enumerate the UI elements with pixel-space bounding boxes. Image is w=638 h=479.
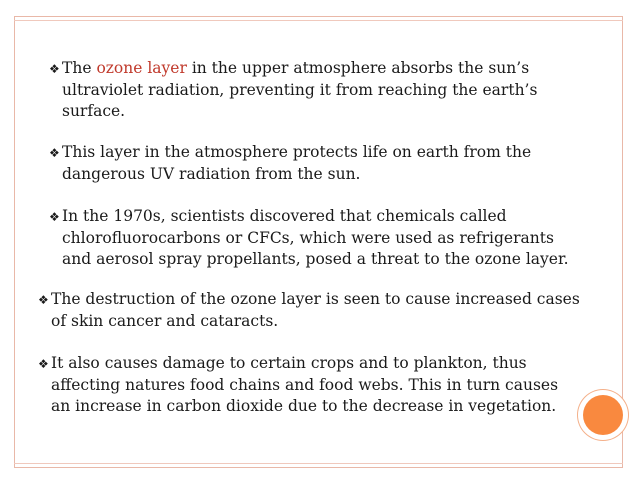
frame-top-divider [14,20,623,21]
paragraph-4-text: The destruction of the ozone layer is seen to cause increased cases [51,290,580,308]
paragraph-3-line-2: chlorofluorocarbons or CFCs, which were used as refrigerants [62,229,554,247]
bullet-paragraph-4 [38,289,580,332]
paragraph-3-line-1 [49,206,569,228]
bullet-paragraph-2 [49,142,531,185]
bullet-paragraph-3 [49,206,569,270]
ozone-layer-highlight: ozone layer [96,59,187,77]
paragraph-3-line-3: and aerosol spray propellants, posed a threat to the ozone layer. [62,250,569,268]
paragraph-1-text-b: in the upper atmosphere absorbs the sun’s [186,59,530,77]
diamond-bullet-icon: ❖ [38,357,49,371]
diamond-bullet-icon: ❖ [49,146,60,160]
paragraph-2-line-2: dangerous UV radiation from the sun. [62,165,361,183]
diamond-bullet-icon: ❖ [49,210,60,224]
bullet-paragraph-1 [49,58,537,122]
paragraph-5-line-3: an increase in carbon dioxide due to the decrease in vegetation. [51,397,557,415]
paragraph-5-line-1 [38,353,558,375]
paragraph-1-line-3: surface. [62,102,126,120]
diamond-bullet-icon: ❖ [49,62,60,76]
paragraph-4-line-2: of skin cancer and cataracts. [51,312,279,330]
paragraph-2-text: This layer in the atmosphere protects life on earth from the [62,143,532,161]
paragraph-1-line-1 [49,58,537,80]
paragraph-4-line-1 [38,289,580,311]
paragraph-5-text: It also causes damage to certain crops and to plankton, thus [51,354,527,372]
frame-bottom-divider [14,463,623,464]
paragraph-1-text-a: The [62,59,92,77]
orange-circle-decoration [583,395,623,435]
paragraph-5-line-2: affecting natures food chains and food webs. This in turn causes [51,376,559,394]
paragraph-3-text: In the 1970s, scientists discovered that chemicals called [62,207,507,225]
bullet-paragraph-5 [38,353,558,417]
diamond-bullet-icon: ❖ [38,293,49,307]
paragraph-2-line-1 [49,142,531,164]
paragraph-1-line-2: ultraviolet radiation, preventing it from reaching the earth’s [62,81,538,99]
